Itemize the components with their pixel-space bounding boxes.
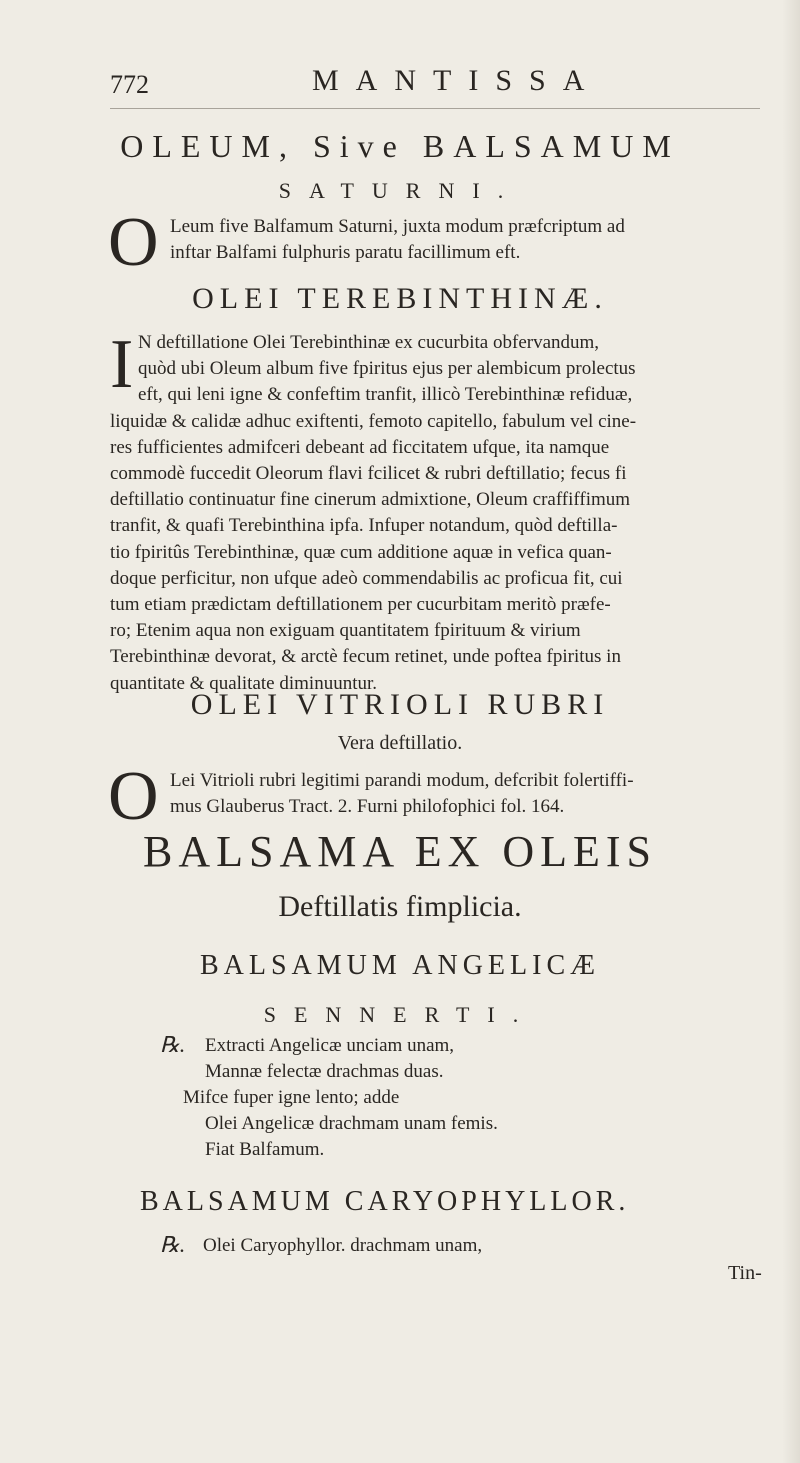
- text-line: commodè fuccedit Oleorum flavi fcilicet & rubri deftillatio; fecus fi: [110, 463, 627, 484]
- text-line: liquidæ & calidæ adhuc exiftenti, femoto capitello, fabulum vel cine-: [110, 410, 637, 432]
- recipe-symbol: ℞.: [160, 1032, 186, 1057]
- recipe-line: Mannæ felectæ drachmas duas.: [205, 1061, 444, 1082]
- recipe-symbol: ℞.: [160, 1232, 186, 1257]
- section-title-vitrioli: OLEI VITRIOLI RUBRI: [190, 688, 610, 721]
- dropcap-o: O: [108, 204, 159, 281]
- dropcap-o-vitrioli: O: [108, 758, 159, 835]
- text-line: ro; Etenim aqua non exiguam quantitatem fpirituum & virium: [110, 620, 581, 642]
- text-line: quantitate & qualitate diminuuntur.: [110, 672, 378, 694]
- section-subtitle-vitrioli: Vera deftillatio.: [337, 732, 463, 754]
- text-line: res fufficientes admifceri debeant ad ficcitatem ufque, ita namque: [110, 436, 610, 458]
- section-title-balsama: BALSAMA EX OLEIS: [142, 827, 658, 876]
- text-line: N deftillatione Olei Terebinthinæ ex cucurbita obfervandum,: [138, 332, 600, 353]
- text-line: tio fpiritûs Terebinthinæ, quæ cum additione aquæ in vefica quan-: [110, 541, 612, 563]
- text-line: doque perficitur, non ufque adeò commendabilis ac proficua fit, cui: [110, 567, 623, 589]
- text-line: eft, qui leni igne & confeftim tranfit, illicò Terebinthinæ refiduæ,: [138, 384, 633, 406]
- text-line: Terebinthinæ devorat, & arctè fecum retinet, unde poftea fpiritus in: [110, 646, 621, 668]
- text-line: deftillatio continuatur fine cinerum admixtione, Oleum craffiffimum: [110, 489, 631, 511]
- dropcap-i: I: [110, 326, 134, 403]
- text-line: inftar Balfami fulphuris paratu facillimum eft.: [170, 242, 521, 263]
- catchword: Tin-: [728, 1262, 762, 1284]
- recipe-line: Extracti Angelicæ unciam unam,: [205, 1035, 455, 1056]
- section-title-angelicae: BALSAMUM ANGELICÆ: [199, 950, 601, 981]
- text-line: tum etiam prædictam deftillationem per cucurbitam meritò præfe-: [110, 594, 611, 615]
- section-title-oleum-saturni: OLEUM, Sive BALSAMUM: [120, 128, 680, 164]
- page-number: 772: [110, 70, 149, 99]
- text-line: Lei Vitrioli rubri legitimi parandi modum, defcribit folertiffi-: [170, 770, 634, 791]
- section-subtitle-balsama: Deftillatis fimplicia.: [278, 890, 522, 923]
- section-subtitle-saturni: SATURNI.: [278, 178, 522, 203]
- section-title-terebinthinae: OLEI TEREBINTHINÆ.: [192, 282, 608, 315]
- text-line: quòd ubi Oleum album five fpiritus ejus per alembicum prolectus: [138, 358, 636, 380]
- text-line: tranfit, & quafi Terebinthina ipfa. Infuper notandum, quòd deftilla-: [110, 515, 618, 537]
- section-subtitle-sennerti: SENNERTI.: [263, 1002, 537, 1027]
- header-rule: [110, 108, 760, 109]
- section-title-caryophyllor: BALSAMUM CARYOPHYLLOR.: [140, 1186, 630, 1217]
- recipe-line: Fiat Balfamum.: [205, 1139, 325, 1160]
- text-line: Leum five Balfamum Saturni, juxta modum præfcriptum ad: [170, 216, 625, 237]
- recipe-line: Olei Caryophyllor. drachmam unam,: [203, 1235, 483, 1256]
- text-line: mus Glauberus Tract. 2. Furni philofophici fol. 164.: [170, 796, 565, 817]
- running-title: MANTISSA: [312, 64, 602, 97]
- recipe-line: Mifce fuper igne lento; adde: [183, 1087, 400, 1108]
- recipe-line: Olei Angelicæ drachmam unam femis.: [205, 1113, 498, 1134]
